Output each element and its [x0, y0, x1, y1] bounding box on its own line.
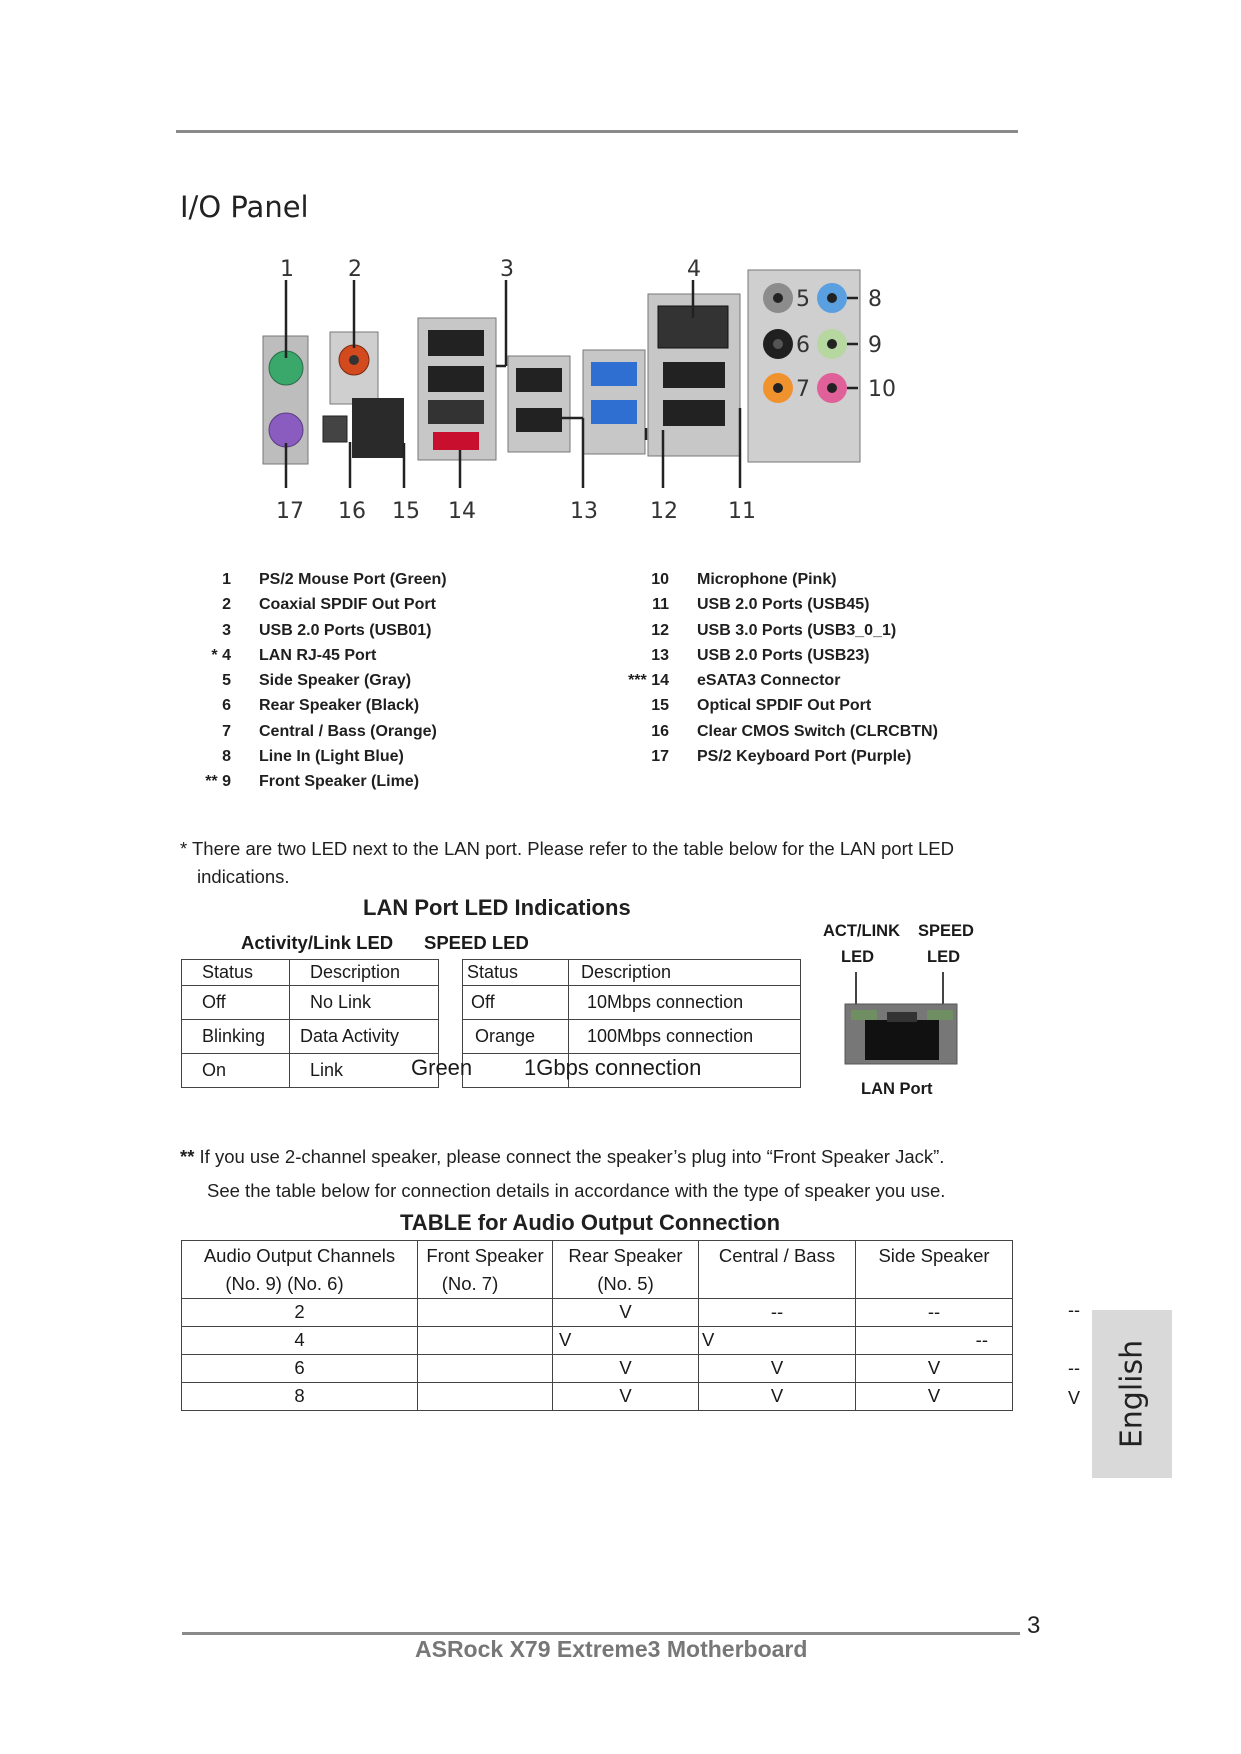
legend-item	[651, 719, 938, 744]
callout-17: 17	[276, 499, 304, 524]
margin-mark: --	[1068, 1358, 1080, 1378]
channels-cell: 2	[182, 1299, 418, 1327]
header-side: Side Speaker	[856, 1241, 1013, 1299]
led-table-title: LAN Port LED Indications	[363, 895, 631, 920]
callout-8: 8	[868, 287, 882, 312]
callout-10: 10	[868, 377, 896, 402]
rear-cell: V	[553, 1299, 699, 1327]
channels-cell: 6	[182, 1355, 418, 1383]
speed-led-heading: SPEED LED	[424, 932, 529, 953]
speaker-note-text: If you use 2-channel speaker, please connect the speaker’s plug into “Front Speaker Jack”.	[194, 1146, 945, 1167]
callout-16: 16	[338, 499, 366, 524]
description-cell: No Link	[290, 986, 439, 1020]
table-row	[463, 1020, 801, 1054]
description-cell: 10Mbps connection	[569, 986, 801, 1020]
table-row	[182, 986, 439, 1020]
callout-3: 3	[500, 258, 514, 282]
callout-5: 5	[796, 287, 810, 312]
header-central: Central / Bass	[699, 1241, 856, 1299]
legend-number: 13	[651, 646, 669, 664]
legend-number: 2	[222, 596, 231, 614]
legend-number: 15	[651, 697, 669, 715]
legend-item	[651, 643, 938, 668]
io-panel-illustration	[228, 258, 968, 540]
legend-text: eSATA3 Connector	[697, 672, 841, 690]
legend-number: ** 9	[205, 773, 231, 791]
table-row	[182, 1020, 439, 1054]
green-status-text: Green	[411, 1055, 473, 1080]
front-cell	[418, 1355, 553, 1383]
table-header-row	[182, 960, 439, 986]
callout-12: 12	[650, 499, 678, 524]
side-cell: V	[856, 1355, 1013, 1383]
language-tab	[1092, 1310, 1172, 1478]
speaker-note-line-2: See the table below for connection details in accordance with the type of speaker you use.	[207, 1180, 946, 1201]
audio-table-title: TABLE for Audio Output Connection	[400, 1210, 781, 1235]
language-tab-label: English	[1114, 1339, 1150, 1449]
legend-number: * 4	[211, 646, 231, 664]
side-cell: --	[856, 1327, 1013, 1355]
legend-number: 8	[222, 748, 231, 766]
status-cell: Orange	[463, 1020, 569, 1054]
margin-mark: --	[1068, 1300, 1080, 1320]
legend-text: Clear CMOS Switch (CLRCBTN)	[697, 722, 938, 740]
speed-led-label: LED	[927, 948, 960, 966]
legend-number: 7	[222, 722, 231, 740]
table-row	[463, 986, 801, 1020]
legend-item	[222, 668, 447, 693]
callout-6: 6	[796, 333, 810, 358]
legend-item	[652, 592, 938, 617]
table-row	[182, 1299, 1013, 1327]
legend-number: 16	[651, 722, 669, 740]
side-cell: --	[856, 1299, 1013, 1327]
callout-13: 13	[570, 499, 598, 524]
audio-output-table	[181, 1240, 1013, 1411]
header-description: Description	[569, 960, 801, 986]
page-number: 3	[1027, 1612, 1041, 1639]
legend-item	[222, 592, 447, 617]
callout-15: 15	[392, 499, 420, 524]
legend-item	[651, 693, 938, 718]
description-cell: 100Mbps connection	[569, 1020, 801, 1054]
led-note-line-1: * There are two LED next to the LAN port. Please refer to the table below for the LAN port LED	[180, 838, 954, 859]
legend-item	[651, 618, 938, 643]
table-row	[182, 1327, 1013, 1355]
front-cell	[418, 1327, 553, 1355]
callout-2: 2	[348, 258, 362, 282]
green-description-text: 1Gbps connection	[524, 1055, 702, 1080]
legend-text: LAN RJ-45 Port	[259, 646, 377, 664]
table-row	[182, 1383, 1013, 1411]
front-cell	[418, 1299, 553, 1327]
status-cell: Off	[463, 986, 569, 1020]
legend-left-list	[205, 567, 447, 795]
bottom-rule	[182, 1632, 1020, 1635]
legend-text: Optical SPDIF Out Port	[697, 697, 872, 715]
legend-text: Side Speaker (Gray)	[259, 672, 412, 690]
legend-number: 1	[222, 571, 231, 588]
central-cell: V	[699, 1383, 856, 1411]
header-description: Description	[290, 960, 439, 986]
rear-panel-connectors	[263, 270, 860, 464]
description-cell: Data Activity	[290, 1020, 439, 1054]
legend-item	[211, 643, 447, 668]
legend-number: 11	[652, 596, 669, 614]
legend-text: Rear Speaker (Black)	[259, 697, 420, 715]
legend-number: *** 14	[628, 672, 669, 690]
rj45-port-icon	[843, 972, 961, 1066]
legend-text: Line In (Light Blue)	[259, 748, 404, 766]
legend-text: PS/2 Keyboard Port (Purple)	[697, 748, 912, 766]
legend-text: USB 3.0 Ports (USB3_0_1)	[697, 621, 897, 639]
lan-port-figure	[820, 922, 990, 1107]
led-note-line-2: indications.	[197, 866, 290, 887]
legend-text: USB 2.0 Ports (USB01)	[259, 621, 432, 639]
callout-11: 11	[728, 499, 756, 524]
header-status: Status	[182, 960, 290, 986]
callout-1: 1	[280, 258, 294, 282]
channels-cell: 8	[182, 1383, 418, 1411]
legend-item	[222, 618, 447, 643]
footer-title: ASRock X79 Extreme3 Motherboard	[415, 1636, 808, 1662]
header-rear: Rear Speaker (No. 5)	[553, 1241, 699, 1299]
callout-14: 14	[448, 499, 476, 524]
table-row	[182, 1054, 439, 1088]
legend-item	[222, 744, 447, 769]
channels-cell: 4	[182, 1327, 418, 1355]
legend-text: USB 2.0 Ports (USB45)	[697, 596, 870, 614]
callout-4: 4	[687, 258, 701, 282]
legend-item	[222, 567, 447, 592]
legend-item	[628, 668, 938, 693]
activity-led-heading: Activity/Link LED	[241, 932, 394, 953]
top-rule	[176, 130, 1018, 133]
act-link-label: ACT/LINK	[823, 922, 900, 940]
speed-label: SPEED	[918, 922, 974, 940]
activity-led-table	[181, 959, 439, 1088]
legend-text: USB 2.0 Ports (USB23)	[697, 646, 870, 664]
lan-port-label: LAN Port	[861, 1080, 933, 1098]
page-title: I/O Panel	[180, 190, 309, 224]
status-cell: Off	[182, 986, 290, 1020]
status-cell: Blinking	[182, 1020, 290, 1054]
legend-number: 12	[651, 621, 669, 639]
legend-item	[222, 693, 447, 718]
central-cell: --	[699, 1299, 856, 1327]
callout-9: 9	[868, 333, 882, 358]
header-status: Status	[463, 960, 569, 986]
legend-item	[651, 567, 938, 592]
callout-7: 7	[796, 377, 810, 402]
central-cell: V	[699, 1327, 856, 1355]
margin-mark: V	[1068, 1388, 1081, 1408]
legend-number: 5	[222, 672, 231, 690]
header-front: Front Speaker (No. 7)	[418, 1241, 553, 1299]
header-channels: Audio Output Channels (No. 9) (No. 6)	[182, 1241, 418, 1299]
legend-number: 17	[651, 748, 669, 766]
legend-text: Front Speaker (Lime)	[259, 773, 420, 791]
rear-cell: V	[553, 1355, 699, 1383]
act-link-led-label: LED	[841, 948, 874, 966]
legend-text: PS/2 Mouse Port (Green)	[259, 571, 447, 588]
speaker-note-line-1	[180, 1146, 944, 1168]
legend-right-list	[628, 567, 938, 769]
legend-item	[651, 744, 938, 769]
legend-item	[205, 769, 447, 794]
rear-cell: V	[553, 1327, 699, 1355]
side-cell: V	[856, 1383, 1013, 1411]
rear-cell: V	[553, 1383, 699, 1411]
legend-number: 6	[222, 697, 231, 715]
table-row	[182, 1355, 1013, 1383]
status-cell: On	[182, 1054, 290, 1088]
front-cell	[418, 1383, 553, 1411]
table-header-row	[463, 960, 801, 986]
legend-item	[222, 719, 447, 744]
table-header-row	[182, 1241, 1013, 1299]
legend-text: Microphone (Pink)	[697, 571, 837, 588]
description-cell: Link	[290, 1054, 439, 1088]
central-cell: V	[699, 1355, 856, 1383]
legend-number: 10	[651, 571, 669, 588]
legend-text: Central / Bass (Orange)	[259, 722, 437, 740]
legend-number: 3	[222, 621, 231, 639]
speaker-note-marker: **	[180, 1146, 195, 1167]
legend-text: Coaxial SPDIF Out Port	[259, 596, 436, 614]
